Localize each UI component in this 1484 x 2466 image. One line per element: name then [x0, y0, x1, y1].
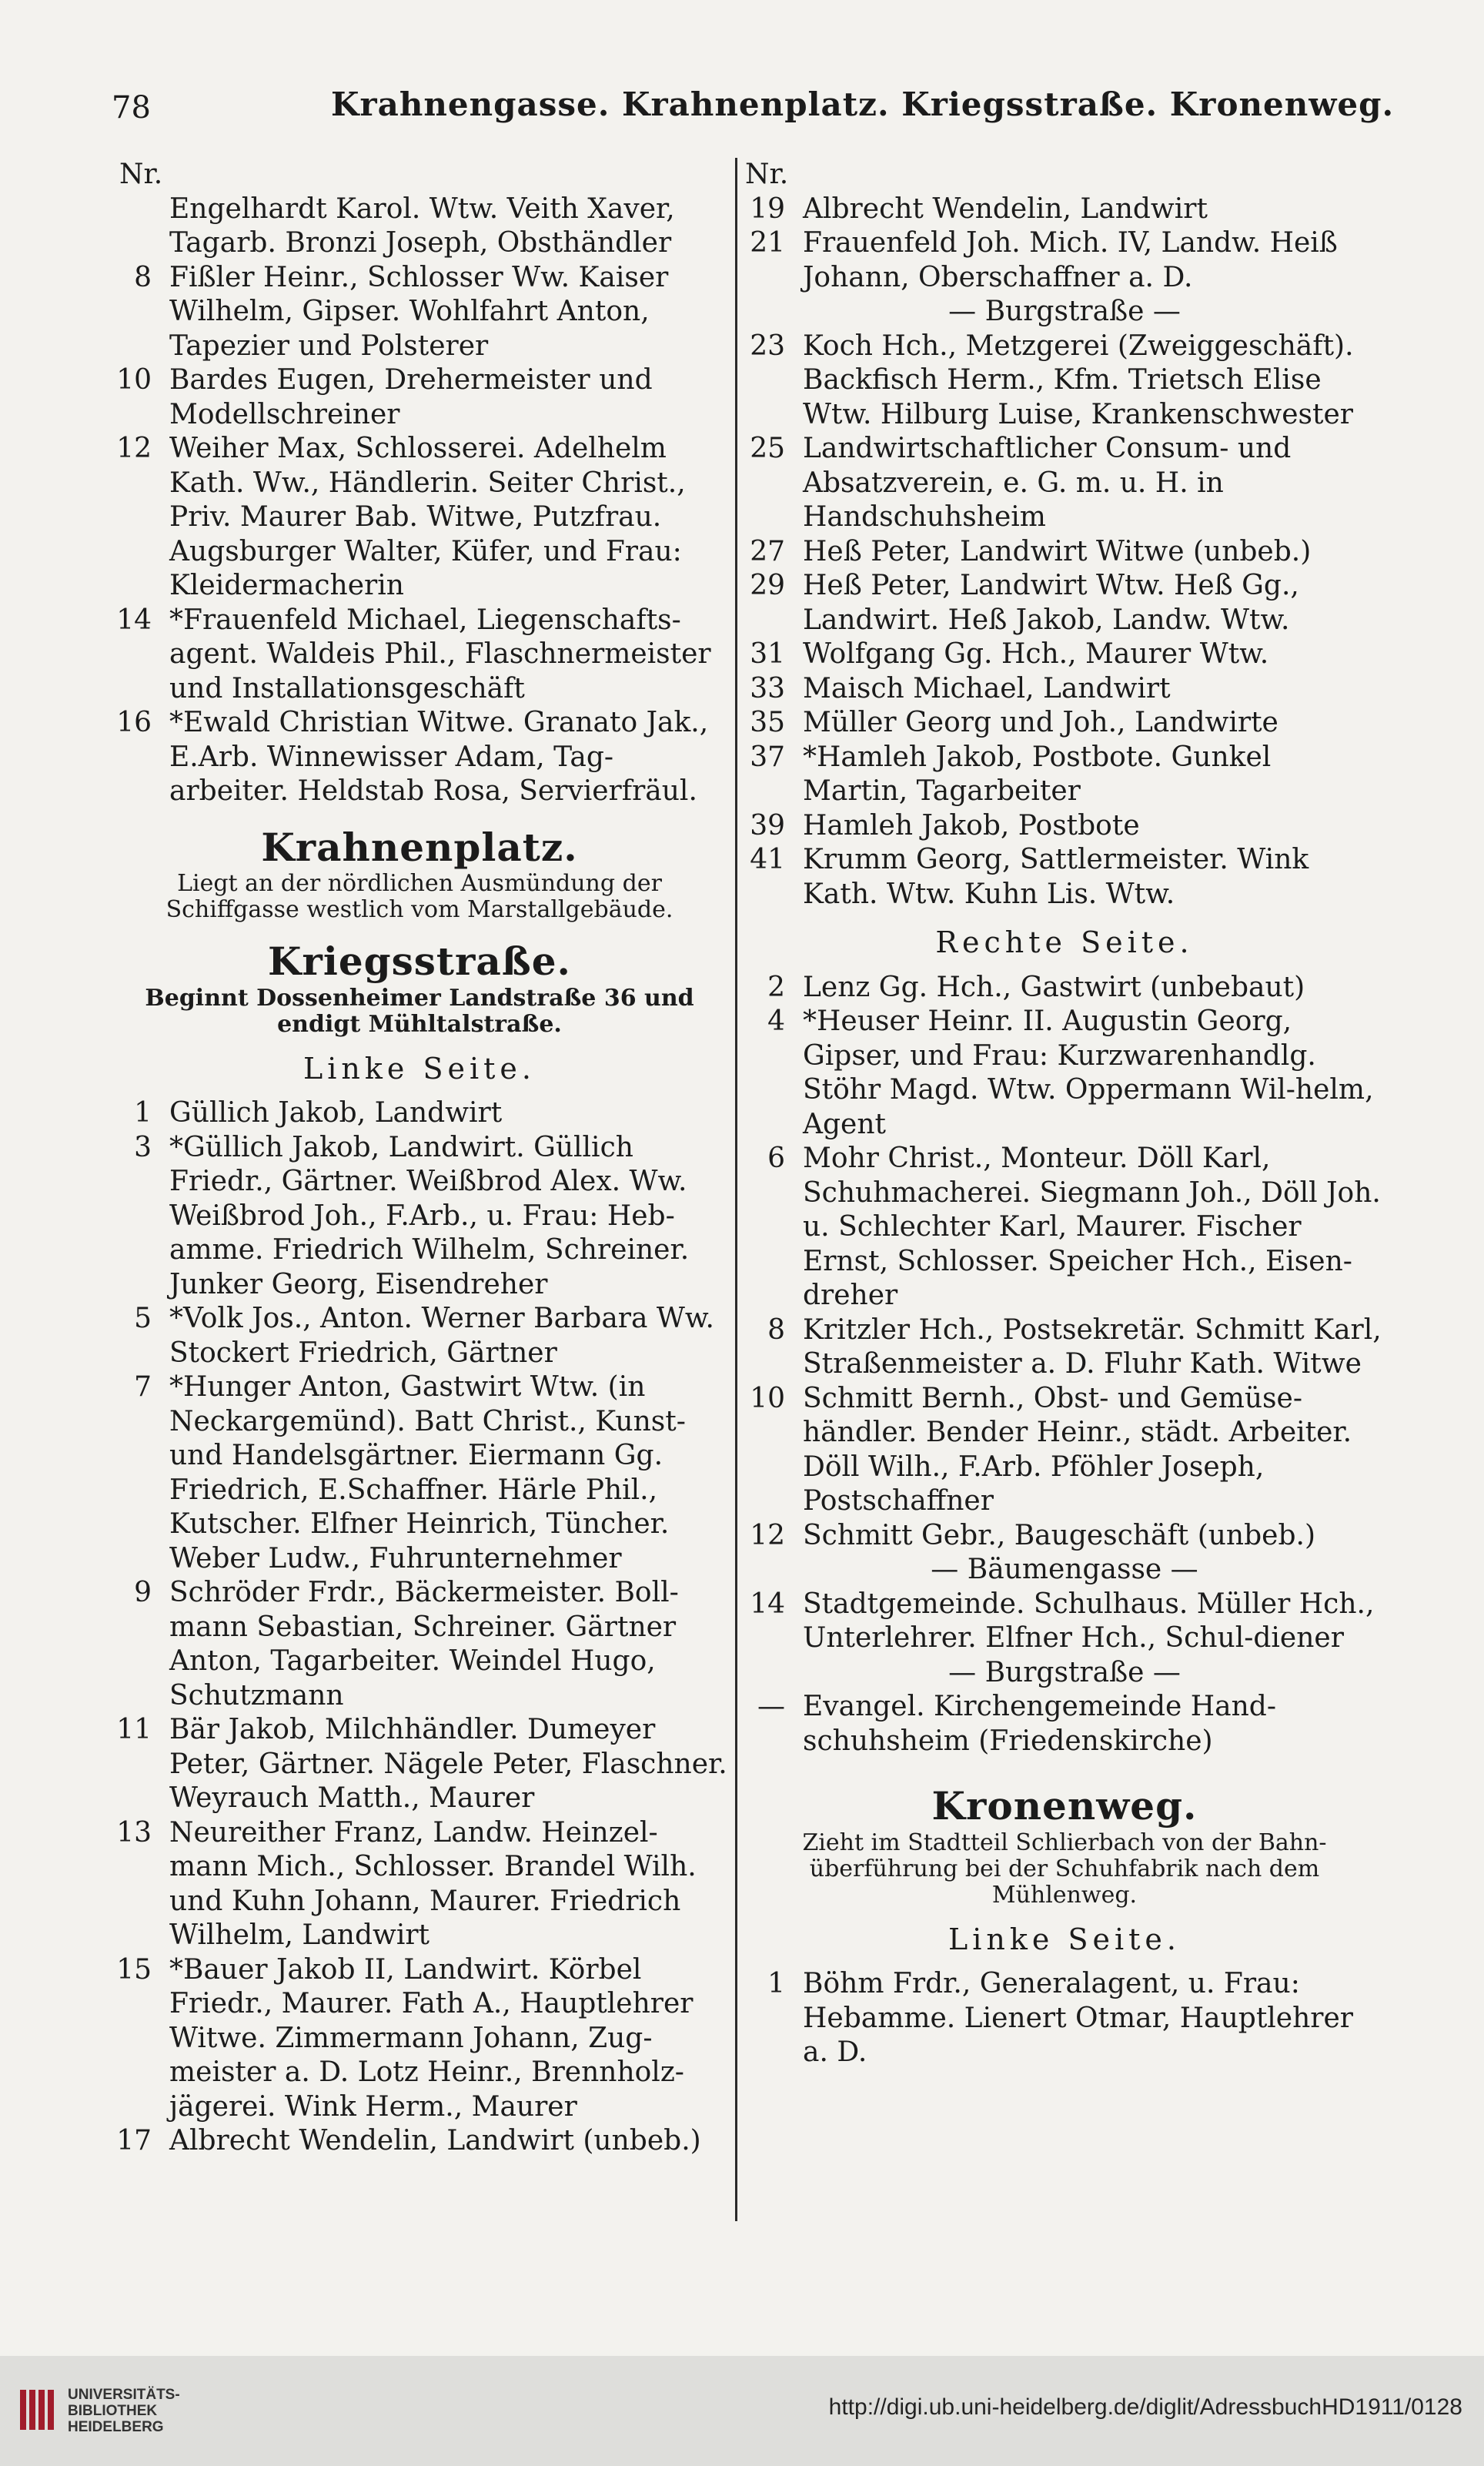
resident-text: Schmitt Bernh., Obst- und Gemüse-händler. Bender Heinr., städt. Arbeiter. Döll Wilh., F.Arb. Pföhler Joseph, Postschaffner [803, 1382, 1352, 1517]
address-entry [745, 843, 1384, 912]
house-number: 1 [134, 1097, 152, 1129]
house-number: 2 [767, 971, 785, 1003]
resident-text: Frauenfeld Joh. Mich. IV, Landw. Heiß Johann, Oberschaffner a. D. [803, 227, 1338, 293]
house-number: 5 [134, 1303, 152, 1334]
house-number: 9 [134, 1577, 152, 1608]
resident-text: Koch Hch., Metzgerei (Zweiggeschäft). Backfisch Herm., Kfm. Trietsch Elise Wtw. Hilburg Luise, Krankenschwester [803, 330, 1354, 430]
address-entry [112, 1816, 727, 1953]
resident-text: Heß Peter, Landwirt Wtw. Heß Gg., Landwirt. Heß Jakob, Landw. Wtw. [803, 570, 1299, 636]
cross-street-separator: — Burgstraße — [948, 296, 1181, 327]
resident-text: Lenz Gg. Hch., Gastwirt (unbebaut) [803, 971, 1305, 1003]
resident-text: Mohr Christ., Monteur. Döll Karl, Schuhmacherei. Siegmann Joh., Döll Joh. u. Schlechter Karl, Maurer. Fischer Ernst, Schlosser. Speicher Hch., Eisen-dreher [803, 1143, 1381, 1311]
resident-text: *Ewald Christian Witwe. Granato Jak., E.Arb. Winnewisser Adam, Tag-arbeiter. Heldstab Rosa, Servierfräul. [169, 707, 709, 807]
resident-text: Wolfgang Gg. Hch., Maurer Wtw. [803, 638, 1269, 670]
address-entry [745, 569, 1384, 637]
resident-text: Weiher Max, Schlosserei. Adelhelm Kath. Ww., Händlerin. Seiter Christ., Priv. Maurer Bab. Witwe, Putzfrau. Augsburger Walter, Küfer, und Frau: Kleidermacherin [169, 433, 686, 601]
side-heading: Linke Seite. [303, 1051, 536, 1086]
resident-text: Albrecht Wendelin, Landwirt [803, 192, 1208, 225]
house-number: 41 [750, 844, 785, 875]
house-number: 35 [750, 707, 785, 738]
house-number: 1 [767, 1968, 785, 1999]
library-name [68, 2387, 180, 2435]
address-entry [745, 637, 1384, 672]
resident-text: *Volk Jos., Anton. Werner Barbara Ww. Stockert Friedrich, Gärtner [169, 1303, 714, 1369]
kriegsstrasse-entries [112, 1096, 727, 2159]
library-logo-icon [17, 2387, 57, 2433]
entries-group [745, 1588, 1384, 1656]
address-entry [112, 1131, 727, 1303]
house-number: 31 [750, 638, 785, 670]
resident-text: Engelhardt Karol. Wtw. Veith Xaver, Tagarb. Bronzi Joseph, Obsthändler [169, 192, 675, 259]
house-number: 14 [116, 604, 152, 636]
resident-text: Fißler Heinr., Schlosser Ww. Kaiser Wilhelm, Gipser. Wohlfahrt Anton, Tapezier und Polsterer [169, 261, 669, 362]
house-number: 6 [767, 1143, 785, 1174]
entries-group [745, 1690, 1384, 1758]
running-title: Krahnengasse. Krahnenplatz. Kriegsstraße. Kronenweg. [331, 85, 1395, 123]
street-heading: Kronenweg. [931, 1783, 1198, 1829]
address-entry [112, 2124, 727, 2159]
resident-text: *Güllich Jakob, Landwirt. Güllich Friedr., Gärtner. Weißbrod Alex. Ww. Weißbrod Joh., F.Arb., u. Frau: Heb-amme. Friedrich Wilhelm, Schreiner. Junker Georg, Eisendreher [169, 1131, 690, 1300]
resident-text: Stadtgemeinde. Schulhaus. Müller Hch., Unterlehrer. Elfner Hch., Schul-diener [803, 1588, 1375, 1654]
house-number: — [757, 1691, 785, 1722]
address-entry [745, 741, 1384, 809]
resident-text: *Hunger Anton, Gastwirt Wtw. (in Neckargemünd). Batt Christ., Kunst- und Handelsgärtner. Eiermann Gg. Friedrich, E.Schaffner. Härle Phil., Kutscher. Elfner Heinrich, Tüncher. Weber Ludw., Fuhrunternehmer [169, 1371, 686, 1574]
library-name-line: BIBLIOTHEK [68, 2403, 158, 2419]
address-entry [745, 1005, 1384, 1142]
house-number: 10 [116, 364, 152, 396]
entries-group [745, 192, 1384, 296]
library-name-line: UNIVERSITÄTS- [68, 2387, 180, 2403]
house-number: 12 [750, 1519, 785, 1551]
nr-label: Nr. [119, 159, 163, 190]
street-heading: Krahnenplatz. [261, 824, 578, 870]
address-entry [112, 1370, 727, 1576]
right-column [745, 158, 1384, 2070]
resident-text: Albrecht Wendelin, Landwirt (unbeb.) [169, 2125, 701, 2156]
entries-group [745, 330, 1384, 912]
house-number: 3 [134, 1131, 152, 1163]
house-number: 14 [750, 1588, 785, 1620]
kriegsstrasse-section [112, 939, 727, 2159]
address-entry [745, 226, 1384, 295]
resident-text: Neureither Franz, Landw. Heinzel-mann Mich., Schlosser. Brandel Wilh. und Kuhn Johann, Maurer. Friedrich Wilhelm, Landwirt [169, 1816, 697, 1951]
resident-text: Hamleh Jakob, Postbote [803, 809, 1140, 842]
house-number: 15 [116, 1953, 152, 1986]
address-entry [112, 432, 727, 604]
address-entry [112, 1096, 727, 1131]
house-number: 27 [750, 535, 785, 567]
address-entry [112, 1713, 727, 1816]
street-description: Zieht im Stadtteil Schlierbach von der Bahn-überführung bei der Schuhfabrik nach dem Mühlenweg. [802, 1829, 1327, 1909]
side-heading: Linke Seite. [948, 1922, 1181, 1956]
house-number: 17 [116, 2125, 152, 2156]
address-entry [112, 261, 727, 364]
house-number: 33 [750, 672, 785, 704]
kronenweg-section [745, 1783, 1384, 2070]
kronenweg-entries [745, 1967, 1384, 2070]
resident-text: Evangel. Kirchengemeinde Hand-schuhsheim (Friedenskirche) [803, 1691, 1277, 1757]
nr-label: Nr. [745, 159, 789, 190]
address-entry [745, 1313, 1384, 1382]
side-heading: Rechte Seite. [935, 925, 1194, 959]
resident-text: Landwirtschaftlicher Consum- und Absatzverein, e. G. m. u. H. in Handschuhsheim [803, 433, 1292, 533]
cross-street-separator: — Bäumengasse — [931, 1554, 1198, 1585]
resident-text: Krumm Georg, Sattlermeister. Wink Kath. Wtw. Kuhn Lis. Wtw. [803, 844, 1309, 910]
address-entry [112, 363, 727, 432]
address-entry [745, 1588, 1384, 1656]
footer-bar [0, 2356, 1484, 2466]
resident-text: Güllich Jakob, Landwirt [169, 1097, 503, 1129]
house-number: 39 [750, 809, 785, 842]
address-entry [745, 330, 1384, 433]
resident-text: Schröder Frdr., Bäckermeister. Boll-mann Sebastian, Schreiner. Gärtner Anton, Tagarbeiter. Weindel Hugo, Schutzmann [169, 1577, 679, 1711]
house-number: 19 [750, 192, 785, 225]
address-entry [745, 672, 1384, 707]
address-entry [112, 1953, 727, 2125]
address-entry [745, 1690, 1384, 1758]
house-number: 7 [134, 1371, 152, 1403]
resident-text: *Bauer Jakob II, Landwirt. Körbel Friedr., Maurer. Fath A., Hauptlehrer Witwe. Zimmermann Johann, Zug-meister a. D. Lotz Heinr., Brennholz-jägerei. Wink Herm., Maurer [169, 1953, 694, 2123]
house-number: 8 [134, 261, 152, 293]
street-description: Beginnt Dossenheimer Landstraße 36 und endigt Mühltalstraße. [145, 984, 694, 1038]
entries-group [745, 971, 1384, 1554]
address-entry [745, 192, 1384, 227]
resident-text: *Heuser Heinr. II. Augustin Georg, Gipser, und Frau: Kurzwarenhandlg. Stöhr Magd. Wtw. Oppermann Wil-helm, Agent [803, 1005, 1374, 1140]
street-description: Liegt an der nördlichen Ausmündung der Schiffgasse westlich vom Marstallgebäude. [165, 870, 673, 923]
address-entry [745, 809, 1384, 844]
address-entry [745, 1519, 1384, 1554]
house-number: 11 [116, 1714, 152, 1745]
resident-text: *Frauenfeld Michael, Liegenschafts-agent. Waldeis Phil., Flaschnermeister und Installationsgeschäft [169, 604, 711, 704]
krahnengasse-entries [112, 192, 727, 809]
house-number: 37 [750, 741, 785, 773]
address-entry [745, 1967, 1384, 2070]
source-url-link[interactable]: http://digi.ub.uni-heidelberg.de/diglit/AdressbuchHD1911/0128 [828, 2394, 1462, 2420]
house-number: 12 [116, 433, 152, 464]
house-number: 4 [767, 1005, 785, 1037]
house-number: 21 [750, 227, 785, 259]
address-entry [745, 971, 1384, 1005]
house-number: 23 [750, 330, 785, 362]
address-entry [745, 1382, 1384, 1519]
resident-text: Bär Jakob, Milchhändler. Dumeyer Peter, Gärtner. Nägele Peter, Flaschner. Weyrauch Matth., Maurer [169, 1714, 727, 1814]
resident-text: Maisch Michael, Landwirt [803, 672, 1171, 704]
resident-text: Schmitt Gebr., Baugeschäft (unbeb.) [803, 1519, 1315, 1551]
address-entry [112, 192, 727, 261]
resident-text: Bardes Eugen, Drehermeister und Modellschreiner [169, 364, 653, 430]
address-entry [112, 1576, 727, 1713]
resident-text: Kritzler Hch., Postsekretär. Schmitt Karl, Straßenmeister a. D. Fluhr Kath. Witwe [803, 1313, 1382, 1380]
street-heading: Kriegsstraße. [268, 939, 571, 984]
address-entry [112, 604, 727, 707]
house-number: 16 [116, 707, 152, 738]
column-divider [735, 158, 737, 2221]
address-entry [745, 706, 1384, 741]
house-number: 13 [116, 1816, 152, 1849]
house-number: 8 [767, 1313, 785, 1346]
resident-text: Müller Georg und Joh., Landwirte [803, 707, 1278, 738]
running-header [0, 81, 1484, 135]
address-entry [745, 1142, 1384, 1313]
address-entry [745, 535, 1384, 570]
house-number: 10 [750, 1382, 785, 1414]
resident-text: Heß Peter, Landwirt Witwe (unbeb.) [803, 535, 1312, 567]
page-number: 78 [112, 90, 151, 125]
krahnenplatz-section [112, 824, 727, 924]
resident-text: Böhm Frdr., Generalagent, u. Frau: Hebamme. Lienert Otmar, Hauptlehrer a. D. [803, 1968, 1354, 2068]
address-entry [112, 1302, 727, 1370]
resident-text: *Hamleh Jakob, Postbote. Gunkel Martin, Tagarbeiter [803, 741, 1272, 807]
house-number: 25 [750, 433, 785, 464]
address-entry [745, 432, 1384, 535]
cross-street-separator: — Burgstraße — [948, 1656, 1181, 1688]
library-name-line: HEIDELBERG [68, 2419, 164, 2435]
house-number: 29 [750, 570, 785, 601]
left-column [112, 158, 727, 2159]
address-entry [112, 706, 727, 809]
